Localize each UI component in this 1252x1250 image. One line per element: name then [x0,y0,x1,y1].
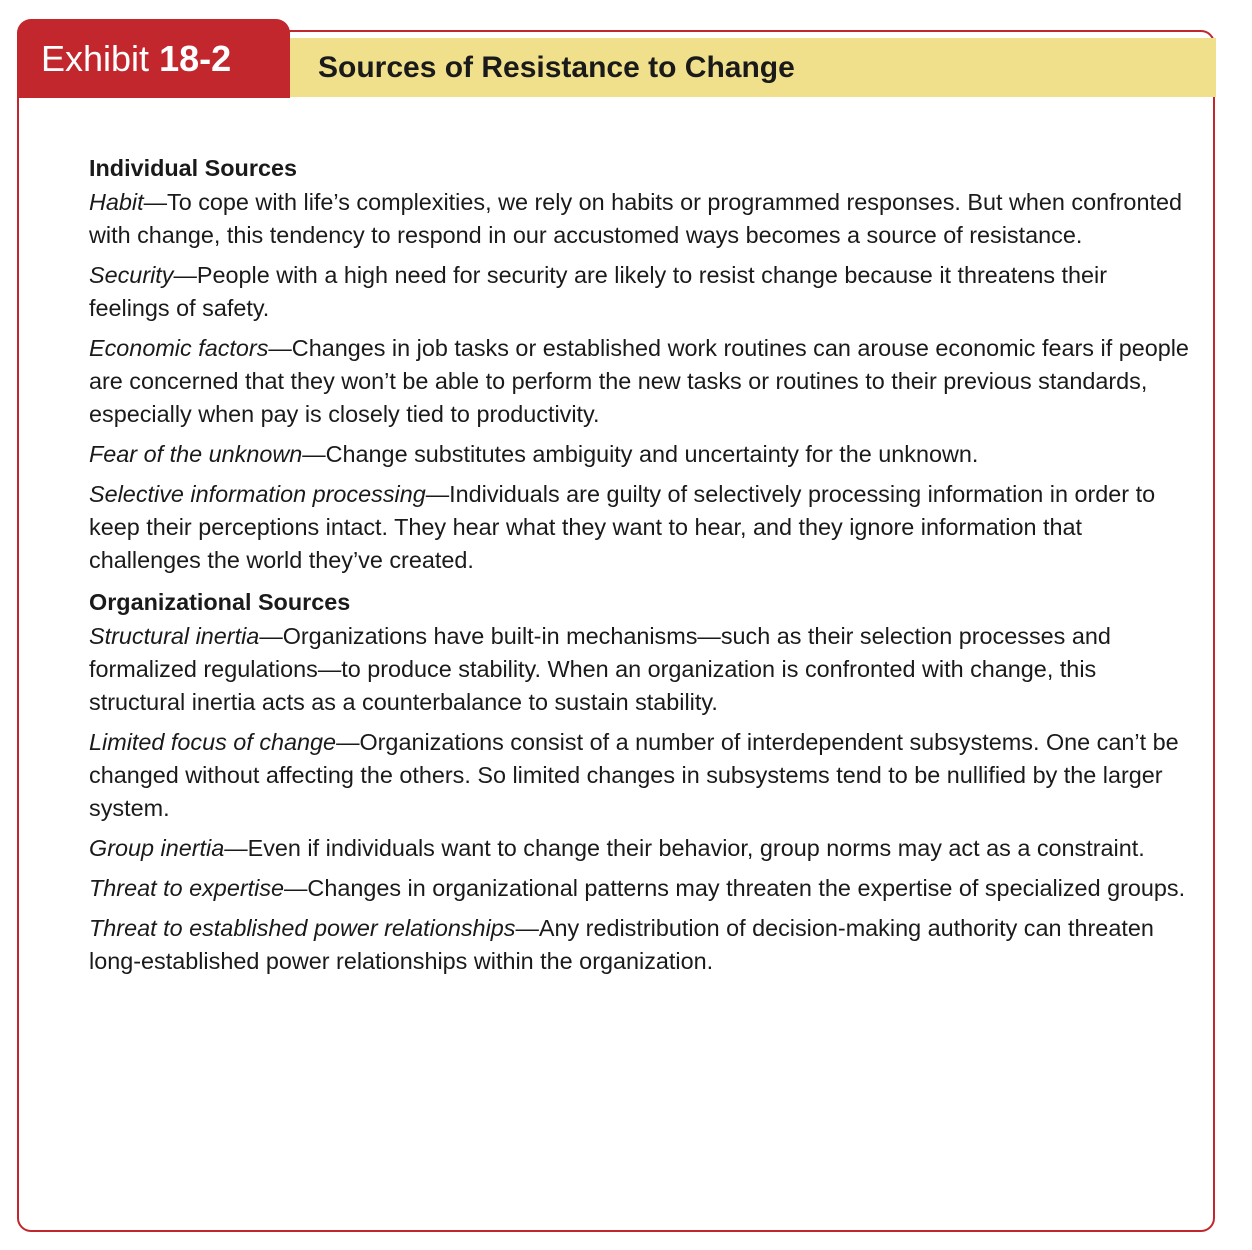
entry-term: Group inertia [89,835,225,861]
entry-text: —Any redistribution of decision-making authority can threaten long-established power relationships within the organization. [89,915,1154,974]
entry-threat-to-power-relationships [89,912,1194,978]
exhibit-content [89,150,1194,985]
entry-text: —People with a high need for security are likely to resist change because it threatens their feelings of safety. [89,262,1108,321]
exhibit-number: 18-2 [159,37,232,79]
entry-structural-inertia [89,620,1194,719]
entry-text: —Change substitutes ambiguity and uncertainty for the unknown. [302,441,979,467]
exhibit-title: Sources of Resistance to Change [318,51,795,84]
entry-limited-focus-of-change [89,726,1194,825]
entry-term: Structural inertia [89,623,260,649]
entry-text: —Individuals are guilty of selectively processing information in order to keep their perceptions intact. They hear what they want to hear, and they ignore information that challenges the world they’ve created. [89,481,1156,573]
entry-text: —Organizations consist of a number of interdependent subsystems. One can’t be changed without affecting the others. So limited changes in subsystems tend to be nullified by the larger system. [89,729,1179,821]
exhibit-tab [17,19,290,98]
entry-security [89,259,1194,325]
entry-group-inertia [89,832,1194,865]
section-heading-individual: Individual Sources [89,155,297,181]
entry-habit [89,186,1194,252]
entry-term: Fear of the unknown [89,441,303,467]
entry-text: —Even if individuals want to change their behavior, group norms may act as a constraint. [224,835,1145,861]
entry-term: Threat to established power relationships [89,915,516,941]
entry-term: Selective information processing [89,481,426,507]
entry-text: —Changes in job tasks or established work routines can arouse economic fears if people are concerned that they won’t be able to perform the new tasks or routines to their previous standards, especially when pay is closely tied to productivity. [89,335,1189,427]
entry-term: Habit [89,189,144,215]
entry-term: Economic factors [89,335,269,361]
entry-term: Security [89,262,174,288]
exhibit-label: Exhibit [41,37,150,79]
entry-fear-of-unknown [89,438,1194,471]
entry-economic-factors [89,332,1194,431]
entry-term: Limited focus of change [89,729,337,755]
entry-text: —Organizations have built-in mechanisms—such as their selection processes and formalized regulations—to produce stability. When an organization is confronted with change, this structural inertia acts as a counterbalance to sustain stability. [89,623,1111,715]
section-heading-organizational: Organizational Sources [89,589,351,615]
entry-selective-information-processing [89,478,1194,577]
entry-term: Threat to expertise [89,875,285,901]
entry-text: —Changes in organizational patterns may threaten the expertise of specialized groups. [284,875,1186,901]
entry-threat-to-expertise [89,872,1194,905]
entry-text: —To cope with life’s complexities, we rely on habits or programmed responses. But when confronted with change, this tendency to respond in our accustomed ways becomes a source of resistance. [89,189,1182,248]
